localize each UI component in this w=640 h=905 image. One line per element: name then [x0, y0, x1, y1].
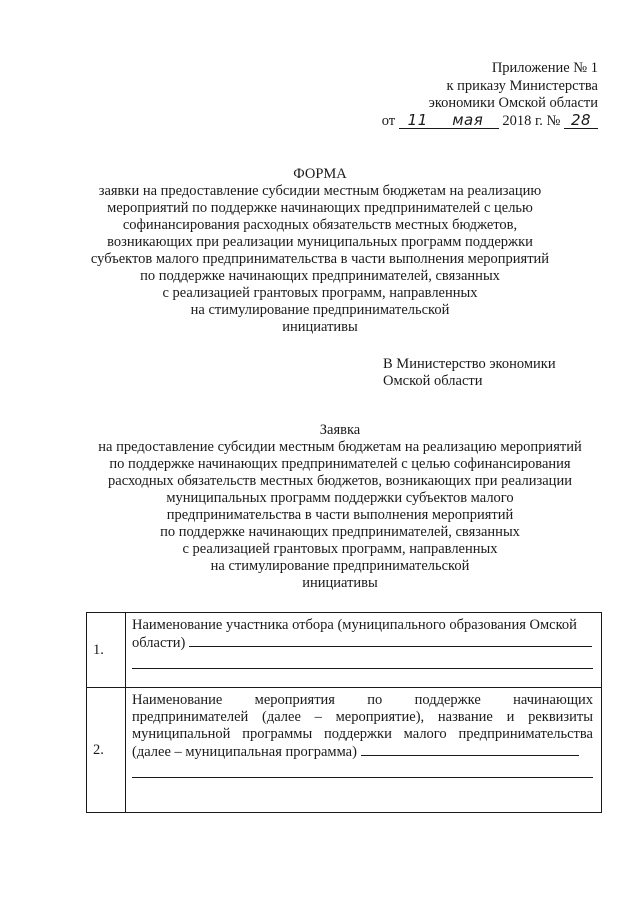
row-content: [126, 613, 602, 688]
appendix-header: [378, 60, 598, 130]
row-text-line: предпринимателей (далее – мероприятие), название и реквизиты: [132, 709, 593, 725]
form-title-line: мероприятий по поддержке начинающих предпринимателей с целью: [107, 200, 533, 216]
event-program-field[interactable]: [361, 743, 579, 756]
request-title-line: по поддержке начинающих предпринимателей с целью софинансирования: [109, 456, 571, 472]
form-title-line: по поддержке начинающих предпринимателей, связанных: [140, 268, 500, 284]
request-form-table: [86, 612, 602, 813]
addressee-block: [383, 356, 603, 390]
row-text-line: Наименование мероприятия по поддержке начинающих: [132, 692, 593, 708]
form-title-line: софинансирования расходных обязательств местных бюджетов,: [122, 217, 518, 233]
row-number: 2.: [87, 688, 126, 813]
request-title-line: муниципальных программ поддержки субъектов малого: [166, 490, 514, 506]
request-title-line: на стимулирование предпринимательской: [210, 558, 470, 574]
request-heading: Заявка: [319, 422, 361, 438]
row-text-with-field: [132, 743, 593, 761]
form-title-line: субъектов малого предпринимательства в части выполнения мероприятий: [90, 251, 550, 267]
table-row: [87, 688, 602, 813]
year-and-number-label: 2018 г. №: [502, 112, 561, 129]
handwritten-day: 11: [399, 113, 437, 129]
appendix-date-line: [378, 110, 598, 131]
form-title-line: возникающих при реализации муниципальных программ поддержки: [107, 234, 533, 250]
form-heading: ФОРМА: [293, 166, 347, 182]
row-text-with-field: [132, 634, 593, 652]
row-number: 1.: [87, 613, 126, 688]
date-prefix: от: [381, 112, 396, 129]
appendix-line-3: экономики Омской области: [428, 95, 598, 111]
row-text-line: области): [132, 635, 186, 651]
request-title-line: на предоставление субсидии местным бюджетам на реализацию мероприятий: [98, 439, 582, 455]
request-title-line: по поддержке начинающих предпринимателей, связанных: [160, 524, 520, 540]
form-title-line: на стимулирование предпринимательской: [190, 302, 450, 318]
appendix-line-1: Приложение № 1: [491, 60, 598, 76]
row-text-line: (далее – муниципальная программа): [132, 744, 357, 760]
row-text-line: муниципальной программы поддержки малого предпринимательства: [132, 726, 593, 742]
table-row: [87, 613, 602, 688]
addressee-line-2: Омской области: [383, 373, 483, 389]
request-title-line: расходных обязательств местных бюджетов, возникающих при реализации: [108, 473, 572, 489]
handwritten-month: мая: [437, 113, 499, 129]
request-title-line: предпринимательства в части выполнения мероприятий: [166, 507, 514, 523]
request-title-line: инициативы: [302, 575, 378, 591]
form-title-block: [0, 166, 640, 336]
participant-name-field-continuation[interactable]: [132, 654, 593, 669]
handwritten-order-number: 28: [564, 113, 598, 129]
event-program-field-continuation[interactable]: [132, 763, 593, 778]
form-title-line: инициативы: [282, 319, 358, 335]
addressee-line-1: В Министерство экономики: [383, 356, 556, 372]
row-content: [126, 688, 602, 813]
request-title-block: [70, 422, 610, 592]
form-title-line: заявки на предоставление субсидии местным бюджетам на реализацию: [98, 183, 542, 199]
form-title-line: с реализацией грантовых программ, направленных: [162, 285, 478, 301]
request-title-line: с реализацией грантовых программ, направленных: [182, 541, 498, 557]
participant-name-field[interactable]: [189, 634, 592, 647]
row-text-line: Наименование участника отбора (муниципального образования Омской: [132, 617, 577, 633]
appendix-line-2: к приказу Министерства: [446, 77, 598, 94]
